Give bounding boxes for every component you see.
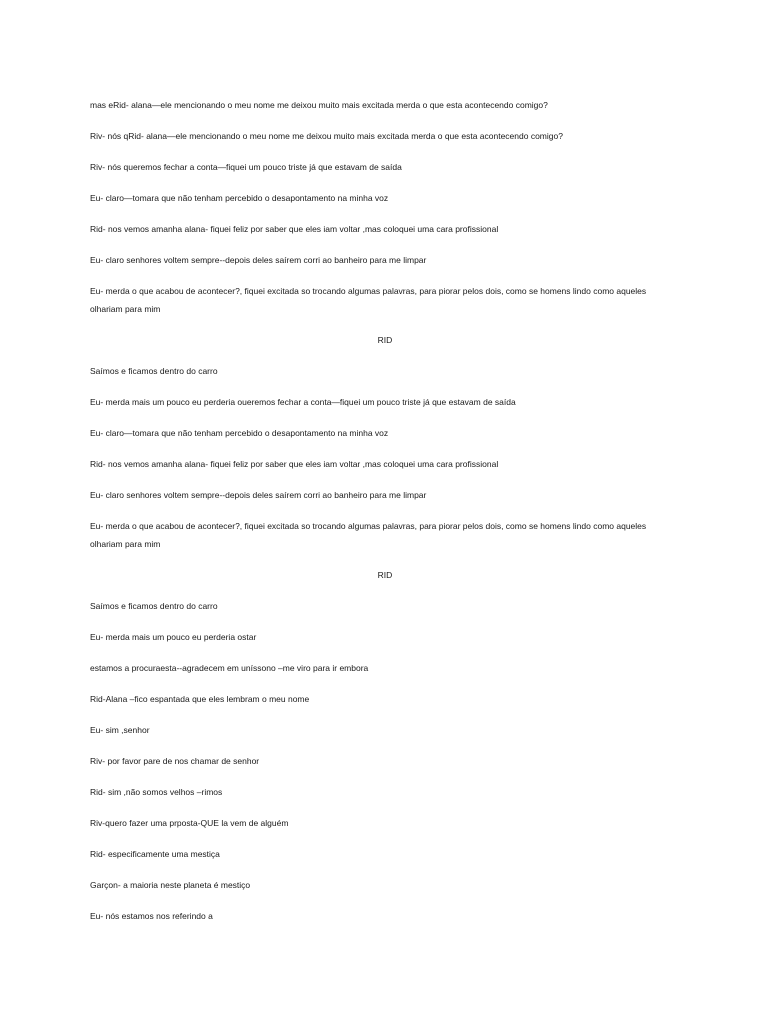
paragraph: Rid-Alana –fico espantada que eles lembram o meu nome xyxy=(90,694,310,704)
paragraph: Rid- nos vemos amanha alana- fiquei feliz por saber que eles iam voltar ,mas coloquei uma cara profissional xyxy=(90,224,499,234)
paragraph: Saímos e ficamos dentro do carro xyxy=(90,601,218,611)
paragraph: Eu- merda mais um pouco eu perderia ostar xyxy=(90,632,257,642)
paragraph: Riv- por favor pare de nos chamar de senhor xyxy=(90,756,260,766)
paragraph: Riv- nós queremos fechar a conta—fiquei um pouco triste já que estavam de saída xyxy=(90,162,402,172)
paragraph: Eu- merda mais um pouco eu perderia ouerеmos fechar a conta—fiquei um pouco triste já que estavam de saída xyxy=(90,397,516,407)
section-heading: RID xyxy=(377,570,393,580)
paragraph: Eu- claro—tomara que não tenham percebido o desapontamento na minha voz xyxy=(90,428,389,438)
paragraph: Riv-quero fazer uma prposta-QUE la vem de alguém xyxy=(90,818,289,828)
document-body xyxy=(90,96,680,938)
paragraph: Eu- sim ,senhor xyxy=(90,725,150,735)
paragraph: Eu- merda o que acabou de acontecer?, fiquei excitada so trocando algumas palavras, para piorar pelos dois, como se homens lindo como aqueles olhariam para mim xyxy=(90,521,647,549)
paragraph: estamos a procuraesta--agradecem em uníssono –me viro para ir embora xyxy=(90,663,369,673)
paragraph: Eu- nós estamos nos referindo a xyxy=(90,911,213,921)
paragraph: Eu- claro senhores voltem sempre--depois deles saírem corri ao banheiro para me limpar xyxy=(90,490,427,500)
paragraph: Eu- claro—tomara que não tenham percebido o desapontamento na minha voz xyxy=(90,193,389,203)
section-heading: RID xyxy=(377,335,393,345)
paragraph: Garçon- a maioria neste planeta é mestiço xyxy=(90,880,251,890)
paragraph: mas eRid- alana—ele mencionando o meu nome me deixou muito mais excitada merda o que esta acontecendo comigo? xyxy=(90,100,548,110)
paragraph: Rid- nos vemos amanha alana- fiquei feliz por saber que eles iam voltar ,mas coloquei uma cara profissional xyxy=(90,459,499,469)
paragraph: Riv- nós qRid- alana—ele mencionando o meu nome me deixou muito mais excitada merda o que esta acontecendo comigo? xyxy=(90,131,563,141)
paragraph: Eu- merda o que acabou de acontecer?, fiquei excitada so trocando algumas palavras, para piorar pelos dois, como se homens lindo como aqueles olhariam para mim xyxy=(90,286,647,314)
paragraph: Eu- claro senhores voltem sempre--depois deles saírem corri ao banheiro para me limpar xyxy=(90,255,427,265)
paragraph: Rid- especificamente uma mestiça xyxy=(90,849,220,859)
paragraph: Rid- sim ,não somos velhos –rimos xyxy=(90,787,223,797)
paragraph: Saímos e ficamos dentro do carro xyxy=(90,366,218,376)
